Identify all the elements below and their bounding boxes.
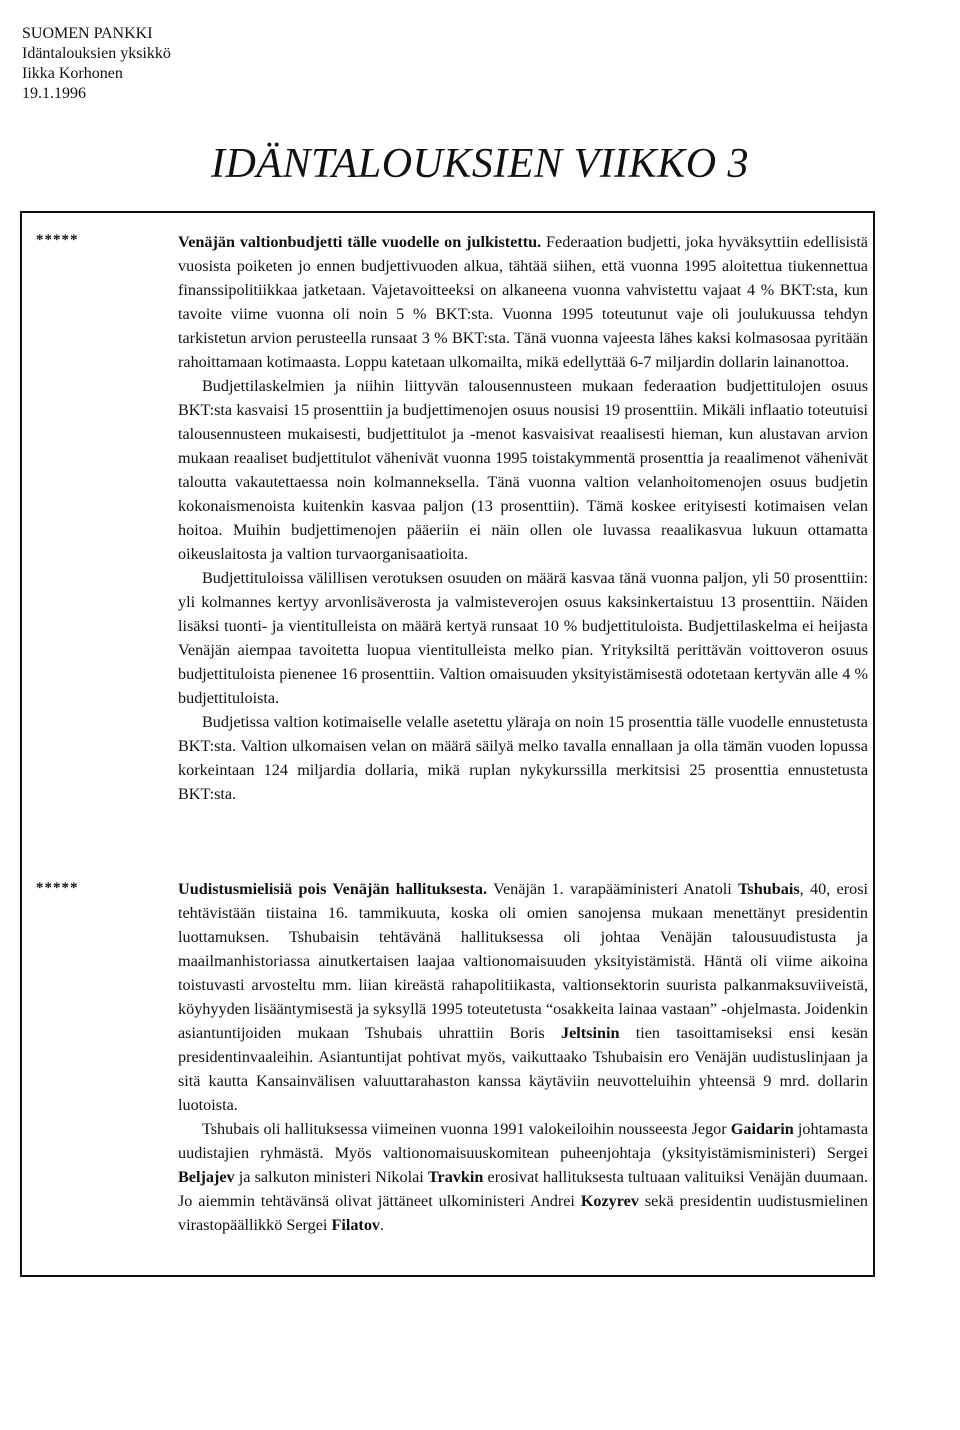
header-organization: SUOMEN PANKKI bbox=[22, 25, 153, 42]
name-beljajev: Beljajev bbox=[178, 1168, 235, 1186]
name-travkin: Travkin bbox=[427, 1168, 484, 1186]
document-header bbox=[22, 24, 171, 104]
government-headline: Uudistusmielisiä pois Venäjän hallituksesta. bbox=[178, 880, 488, 898]
section-budget bbox=[178, 230, 868, 806]
budget-paragraph-2: Budjettilaskelmien ja niihin liittyvän talousennusteen mukaan federaation budjettitulojen osuus BKT:sta kasvaisi 15 prosenttiin ja budjettimenojen osuus nousisi 19 prosenttiin. Mikäli inflaatio toteutuisi talousennusteen mukaisesti, budjettitulot ja -menot kasvaisivat reaalisesti hieman, kun alustavan arvion mukaan reaaliset budjettitulot vähenivät vuonna 1995 toistakymmentä prosenttia ja reaalimenot vähenivät taloutta vakautettaessa noin kolmanneksella. Tänä vuonna valtion velanhoitomenojen osuus budjetin kokonaismenoista kuitenkin kasvaa paljon (13 prosenttiin). Tämä koskee erityisesti kotimaisen velan hoitoa. Muihin budjettimenojen pääeriin ei näin ollen ole luvassa reaalikasvua lukuun ottamatta oikeuslaitosta ja valtion turvaorganisaatioita. bbox=[178, 377, 868, 563]
text-run: , 40, erosi tehtävistään tiistaina 16. tammikuuta, koska oli omien sanojensa mukaan menettänyt presidentin luottamuksen. Tshubaisin tehtävänä hallituksessa oli johtaa Venäjän talousuudistusta ja maailmanhistoriassa ainutkertaisen laajaa valtionomaisuuden yksityistämistä. Häntä oli viime aikoina toistuvasti arvosteltu mm. liian kireästä rahapolitiikasta, valtionsektorin suurista palkanmaksuviiveistä, köyhyyden lisääntymisestä ja syksyllä 1995 toteutetusta “osakkeita lainaa vastaan” -ohjelmasta. Joidenkin asiantuntijoiden mukaan Tshubais uhrattiin Boris bbox=[178, 880, 869, 1042]
budget-paragraph-1 bbox=[178, 230, 868, 374]
text-run: . bbox=[380, 1216, 385, 1234]
section-marker-2: ***** bbox=[36, 880, 79, 896]
name-jeltsin: Jeltsinin bbox=[560, 1024, 620, 1042]
text-run: erosivat hallituksesta tultuaan valituiksi Venäjän duumaan. Jo aiemmin tehtävänsä olivat jättäneet ulkoministeri Andrei bbox=[178, 1168, 868, 1210]
text-run: Venäjän 1. varapääministeri Anatoli bbox=[487, 880, 739, 898]
text-run: johtamasta uudistajien ryhmästä. Myös valtionomaisuuskomitean puheenjohtaja (yksityistämisministeri) Sergei bbox=[178, 1120, 869, 1162]
budget-paragraph-1-text: Federaation budjetti, joka hyväksyttiin edellisistä vuosista poiketen jo ennen budjettivuoden alkua, tähtää siihen, että vuonna 1995 aloitettua tiukennettua finanssipolitiikkaa jatketaan. Vajetavoitteeksi on alkaneena vuonna vahvistettu vajaat 4 % BKT:sta, kun tavoite viime vuonna oli noin 5 % BKT:sta. Vuonna 1995 toteutunut vaje oli joulukuussa tehdyn tarkistetun arvion perusteella runsaat 3 % BKT:sta. Tänä vuonna vajeesta lähes kaksi kolmasosaa pyritään rahoittamaan kotimaasta. Loppu katetaan ulkomailta, mikä edellyttää 6-7 miljardin dollarin lainanottoa. bbox=[178, 233, 868, 371]
text-run: sekä presidentin uudistusmielinen virastopäällikkö Sergei bbox=[178, 1192, 868, 1234]
name-tshubais: Tshubais bbox=[738, 880, 800, 898]
name-gaidar: Gaidarin bbox=[730, 1120, 794, 1138]
page-title: IDÄNTALOUKSIEN VIIKKO 3 bbox=[210, 141, 750, 187]
section-marker-1: ***** bbox=[36, 232, 79, 248]
budget-paragraph-3: Budjettituloissa välillisen verotuksen osuuden on määrä kasvaa tänä vuonna paljon, yli 50 prosenttiin: yli kolmannes kertyy arvonlisäverosta ja valmisteverojen osuus kaksinkertaistuu 13 prosenttiin. Näiden lisäksi tuonti- ja vientitulleista on määrä kertyä runsaat 10 % budjettituloista. Budjettilaskelma ei heijasta Venäjän aiempaa tavoitetta luopua vientitulleista melko pian. Yrityksiltä perittävän voittoveron osuus budjettituloista pienenee 16 prosenttiin. Valtion omaisuuden yksityistämisestä odotetaan kertyvän alle 4 % budjettituloista. bbox=[178, 569, 868, 707]
section-government bbox=[178, 877, 868, 1237]
government-paragraph-2 bbox=[178, 1117, 868, 1237]
name-filatov: Filatov bbox=[331, 1216, 381, 1234]
header-unit: Idäntalouksien yksikkö bbox=[22, 45, 171, 62]
header-date: 19.1.1996 bbox=[22, 85, 86, 102]
name-kozyrev: Kozyrev bbox=[580, 1192, 639, 1210]
text-run: Tshubais oli hallituksessa viimeinen vuonna 1991 valokeiloihin nousseesta Jegor bbox=[202, 1120, 731, 1138]
budget-headline: Venäjän valtionbudjetti tälle vuodelle on julkistettu. bbox=[178, 233, 542, 251]
budget-paragraph-4: Budjetissa valtion kotimaiselle velalle asetettu yläraja on noin 15 prosenttia tälle vuodelle ennustetusta BKT:sta. Valtion ulkomaisen velan on määrä säilyä melko tavalla ennallaan ja olla tämän vuoden lopussa korkeintaan 124 miljardia dollaria, mikä ruplan nykykurssilla merkitsisi 25 prosenttia ennustetusta BKT:sta. bbox=[178, 713, 868, 803]
header-author: Iikka Korhonen bbox=[22, 65, 123, 82]
text-run: tien tasoittamiseksi ensi kesän presidentinvaaleihin. Asiantuntijat pohtivat myös, vaikuttaako Tshubaisin ero Venäjän uudistuslinjaan ja sitä kautta Kansainvälisen valuuttarahaston kanssa käytäviin neuvotteluihin yhteensä 9 mrd. dollarin luotoista. bbox=[178, 1024, 868, 1114]
text-run: ja salkuton ministeri Nikolai bbox=[234, 1168, 428, 1186]
government-paragraph-1 bbox=[178, 877, 868, 1117]
